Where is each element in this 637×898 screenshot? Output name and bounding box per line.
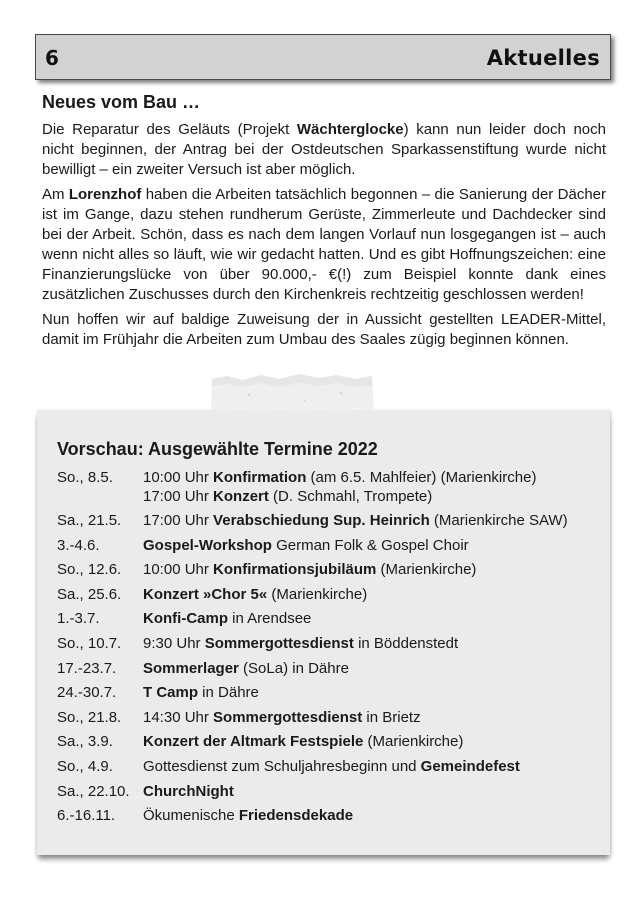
event-description [143, 536, 598, 555]
event-description [143, 560, 598, 579]
bold-text: Gospel-Workshop [143, 536, 272, 554]
text-run: (Marienkirche) [376, 561, 477, 579]
events-title: Vorschau: Ausgewählte Termine 2022 [57, 439, 378, 459]
event-description [143, 609, 598, 628]
event-line [143, 659, 598, 678]
bold-text: Konfirmationsjubiläum [213, 561, 377, 579]
event-row [57, 659, 598, 678]
text-run: Die Reparatur des Geläuts (Projekt [42, 121, 297, 138]
bold-text: Konzert [213, 487, 269, 505]
event-row [57, 609, 598, 628]
event-description [143, 511, 598, 530]
events-list [57, 468, 598, 826]
event-date: Sa., 3.9. [57, 733, 113, 751]
tape-speck [340, 392, 343, 395]
event-date: 17.-23.7. [57, 659, 117, 677]
article-title: Neues vom Bau … [42, 92, 201, 112]
bold-text: Sommerlager [143, 659, 239, 677]
event-description [143, 732, 598, 751]
event-line [143, 609, 598, 628]
event-line [143, 487, 598, 506]
text-run: Am [42, 186, 69, 203]
event-row [57, 468, 598, 506]
event-line [143, 560, 598, 579]
event-line [143, 683, 598, 702]
events-box [37, 410, 610, 855]
event-date: Sa., 25.6. [57, 585, 122, 603]
event-description [143, 659, 598, 678]
event-description [143, 468, 598, 506]
article-paragraph [42, 120, 606, 180]
event-line [143, 536, 598, 555]
bold-text: Friedensdekade [238, 807, 354, 825]
article-body [42, 120, 606, 350]
tape-decoration [209, 371, 375, 415]
text-run: (am 6.5. Mahlfeier) (Marienkirche) [306, 468, 537, 486]
bold-text: Gemeindefest [420, 758, 520, 776]
event-date: Sa., 22.10. [57, 782, 130, 800]
event-date: 6.-16.11. [57, 807, 116, 825]
event-date: Sa., 21.5. [57, 512, 122, 530]
event-line [143, 634, 598, 653]
event-line [143, 511, 598, 530]
tape-speck [304, 400, 306, 402]
event-row [57, 806, 598, 825]
bold-text: Konzert der Altmark Festspiele [143, 733, 364, 751]
section-header [35, 34, 611, 80]
text-run: 14:30 Uhr [143, 708, 214, 726]
event-row [57, 585, 598, 604]
text-run: Ökumenische [143, 807, 239, 825]
text-run: (SoLa) in Dähre [238, 659, 349, 677]
event-row [57, 782, 598, 801]
bold-text: T Camp [143, 684, 199, 702]
event-row [57, 634, 598, 653]
text-run: 10:00 Uhr [143, 561, 214, 579]
text-run: in Brietz [362, 708, 421, 726]
text-run: in Arendsee [228, 610, 312, 628]
event-description [143, 782, 598, 801]
text-run: (Marienkirche) [267, 585, 368, 603]
event-description [143, 634, 598, 653]
event-description [143, 708, 598, 727]
event-date: 24.-30.7. [57, 684, 117, 702]
bold-text: Sommergottesdienst [204, 635, 354, 653]
text-run: ) kann nun leider doch noch nicht beginnen, der Antrag bei der Ostdeutschen Sparkassenstiftung wurde nicht bewilligt – ein zweiter Versuch ist aber möglich. [42, 121, 606, 178]
event-row [57, 732, 598, 751]
event-row [57, 683, 598, 702]
event-date: So., 12.6. [57, 561, 122, 579]
text-run: German Folk & Gospel Choir [271, 536, 469, 554]
text-run: 17:00 Uhr [143, 487, 214, 505]
event-line [143, 757, 598, 776]
page-number: 6 [45, 46, 59, 70]
text-run: Gottesdienst zum Schuljahresbeginn und [143, 758, 421, 776]
text-run: (Marienkirche SAW) [429, 512, 568, 530]
event-line [143, 806, 598, 825]
event-line [143, 782, 598, 801]
bold-text: Wächterglocke [296, 121, 404, 138]
bold-text: Lorenzhof [68, 186, 142, 203]
bold-text: Sommergottesdienst [213, 708, 363, 726]
bold-text: Konfirmation [213, 468, 307, 486]
tape-speck [248, 394, 250, 396]
text-run: 9:30 Uhr [143, 635, 205, 653]
article [42, 91, 606, 350]
event-row [57, 708, 598, 727]
event-description [143, 806, 598, 825]
bold-text: Verabschiedung Sup. Heinrich [213, 512, 430, 530]
event-date: So., 8.5. [57, 468, 113, 486]
event-row [57, 511, 598, 530]
article-paragraph [42, 185, 606, 305]
event-description [143, 585, 598, 604]
event-date: 3.-4.6. [57, 536, 100, 554]
text-run: in Dähre [198, 684, 259, 702]
event-row [57, 536, 598, 555]
event-date: So., 10.7. [57, 635, 122, 653]
event-line [143, 732, 598, 751]
text-run: (D. Schmahl, Trompete) [268, 487, 433, 505]
text-run: in Böddenstedt [353, 635, 459, 653]
text-run: Nun hoffen wir auf baldige Zuweisung der in Aussicht gestellten LEADER-Mittel, damit im Frühjahr die Arbeiten zum Umbau des Saales zügig beginnen können. [42, 311, 606, 348]
event-description [143, 757, 598, 776]
bold-text: ChurchNight [143, 782, 234, 800]
text-run: haben die Arbeiten tatsächlich begonnen – die Sanierung der Dächer ist im Gange, dazu stehen rundherum Gerüste, Zimmerleute und Dachdecker sind bei der Arbeit. Schön, dass es nach dem langen Vorlauf nun losgegangen ist – auch wenn nicht alles so läuft, wie wir gedacht hatten. Und es gibt Hoffnungszeichen: eine Finanzierungslücke von über 90.000,- €(!) zum Beispiel konnte dank eines zusätzlichen Zuschusses durch den Kirchenkreis rechtzeitig geschlossen werden! [42, 186, 606, 303]
article-paragraph [42, 310, 606, 350]
event-line [143, 585, 598, 604]
text-run: 17:00 Uhr [143, 512, 214, 530]
event-date: So., 4.9. [57, 758, 113, 776]
section-title: Aktuelles [486, 46, 600, 70]
event-description [143, 683, 598, 702]
text-run: (Marienkirche) [363, 733, 464, 751]
bold-text: Konfi-Camp [143, 610, 228, 628]
event-row [57, 560, 598, 579]
bold-text: Konzert »Chor 5« [143, 585, 268, 603]
event-row [57, 757, 598, 776]
event-line [143, 468, 598, 487]
event-date: 1.-3.7. [57, 610, 100, 628]
text-run: 10:00 Uhr [143, 468, 214, 486]
event-line [143, 708, 598, 727]
event-date: So., 21.8. [57, 708, 122, 726]
